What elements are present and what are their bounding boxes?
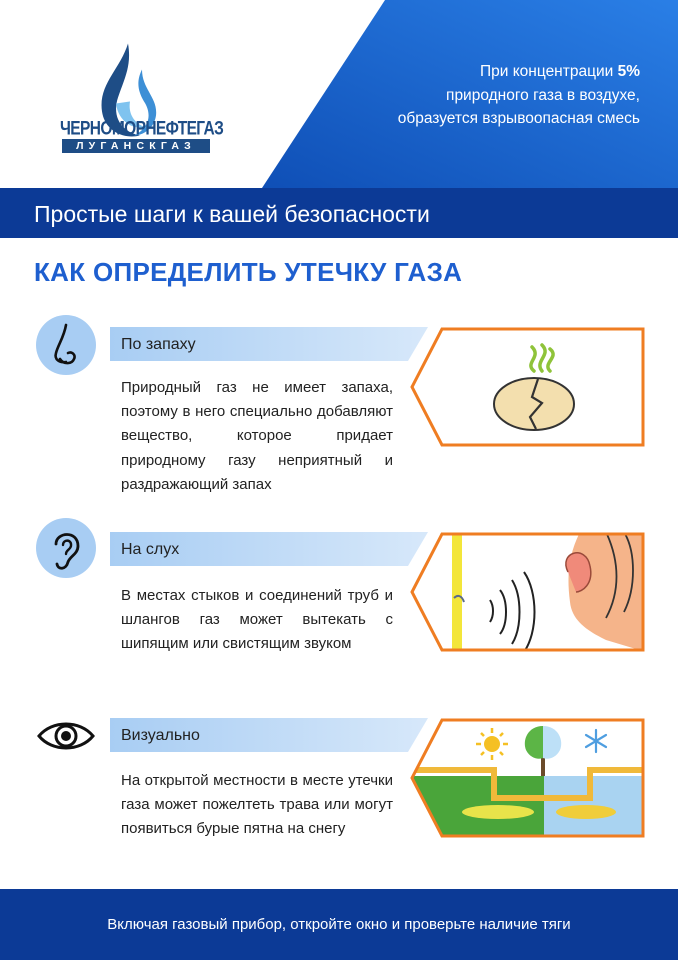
band-title: Простые шаги к вашей безопасности [34, 201, 430, 227]
eye-icon [36, 716, 96, 756]
section-label-hearing: На слух [121, 541, 180, 558]
illustration-hissing-pipe [410, 532, 646, 652]
footer-text: Включая газовый прибор, откройте окно и проверьте наличие тяги [107, 916, 571, 933]
section-text-smell: Природный газ не имеет запаха, поэтому в него специально добавляют вещество, которое придает природному газу неприятный и раздражающий запах [121, 379, 393, 493]
section-text-hearing: В местах стыков и соединений труб и шлангов газ может вытекать с шипящим или свистящим звуком [121, 587, 393, 653]
brand-name: ЧЕРНОМОРНЕФТЕГАЗ [60, 118, 224, 140]
brand-subname: ЛУГАНСКГАЗ [62, 139, 210, 153]
note-line-2: природного газа в воздухе, [446, 86, 640, 104]
note-line-3: образуется взрывоопасная смесь [397, 110, 640, 127]
section-text-visual: На открытой местности в месте утечки газа может пожелтеть трава или могут появиться бурые пятна на снегу [121, 772, 393, 838]
section-label-smell: По запаху [121, 336, 196, 353]
section-label-visual: Визуально [121, 727, 200, 744]
header-note [340, 60, 640, 131]
note-percentage: 5% [617, 63, 640, 80]
page-title: КАК ОПРЕДЕЛИТЬ УТЕЧКУ ГАЗА [34, 257, 463, 287]
illustration-leak-ground [410, 718, 646, 838]
ear-icon [36, 518, 96, 578]
nose-icon [36, 315, 96, 375]
note-text: При концентрации [480, 63, 618, 80]
illustration-cracked-egg [410, 327, 646, 447]
